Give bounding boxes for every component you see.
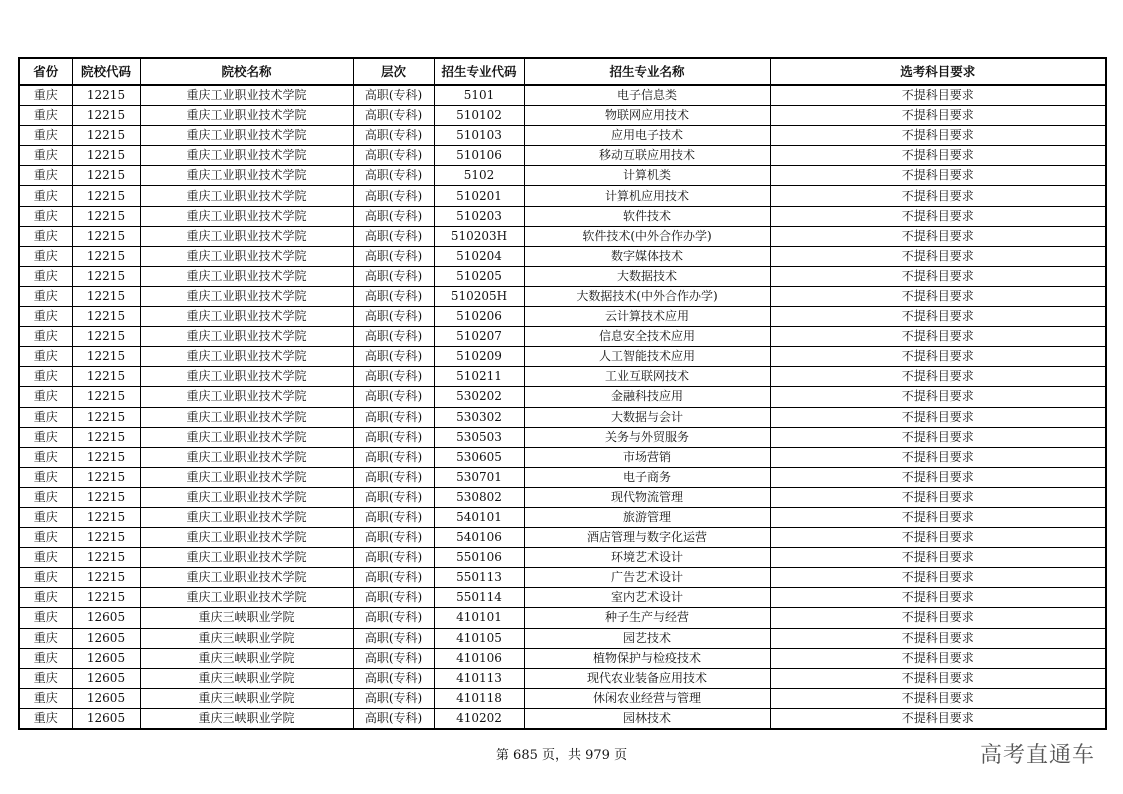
cell-major-name: 人工智能技术应用 [524, 347, 770, 367]
cell-province: 重庆 [19, 146, 72, 166]
cell-major-name: 计算机类 [524, 166, 770, 186]
cell-level: 高职(专科) [353, 628, 434, 648]
cell-province: 重庆 [19, 668, 72, 688]
cell-major-code: 550106 [434, 548, 524, 568]
cell-school-name: 重庆工业职业技术学院 [140, 467, 353, 487]
cell-school-code: 12215 [72, 467, 140, 487]
cell-province: 重庆 [19, 568, 72, 588]
cell-school-code: 12215 [72, 206, 140, 226]
table-row [19, 146, 1106, 166]
cell-province: 重庆 [19, 327, 72, 347]
cell-major-code: 5102 [434, 166, 524, 186]
cell-major-name: 应用电子技术 [524, 126, 770, 146]
cell-school-name: 重庆三峡职业学院 [140, 608, 353, 628]
cell-major-name: 植物保护与检疫技术 [524, 648, 770, 668]
cell-level: 高职(专科) [353, 608, 434, 628]
cell-level: 高职(专科) [353, 106, 434, 126]
table-row [19, 266, 1106, 286]
cell-school-code: 12215 [72, 487, 140, 507]
cell-province: 重庆 [19, 206, 72, 226]
table-row [19, 507, 1106, 527]
cell-subject-requirement: 不提科目要求 [770, 467, 1106, 487]
cell-major-code: 510209 [434, 347, 524, 367]
page-number: 第 685 页，共 979 页 [495, 748, 628, 763]
cell-school-name: 重庆工业职业技术学院 [140, 186, 353, 206]
header-major-name: 招生专业名称 [524, 58, 770, 85]
cell-province: 重庆 [19, 226, 72, 246]
cell-subject-requirement: 不提科目要求 [770, 286, 1106, 306]
cell-province: 重庆 [19, 588, 72, 608]
cell-school-code: 12605 [72, 708, 140, 729]
cell-major-name: 园林技术 [524, 708, 770, 729]
cell-level: 高职(专科) [353, 668, 434, 688]
cell-major-code: 510205 [434, 266, 524, 286]
cell-major-name: 软件技术 [524, 206, 770, 226]
cell-school-name: 重庆工业职业技术学院 [140, 568, 353, 588]
table-row [19, 608, 1106, 628]
cell-province: 重庆 [19, 548, 72, 568]
cell-subject-requirement: 不提科目要求 [770, 367, 1106, 387]
cell-subject-requirement: 不提科目要求 [770, 126, 1106, 146]
table-row [19, 648, 1106, 668]
table-row [19, 226, 1106, 246]
cell-school-code: 12215 [72, 307, 140, 327]
cell-school-name: 重庆工业职业技术学院 [140, 146, 353, 166]
cell-major-code: 530302 [434, 407, 524, 427]
cell-province: 重庆 [19, 528, 72, 548]
cell-major-name: 现代物流管理 [524, 487, 770, 507]
cell-school-name: 重庆三峡职业学院 [140, 628, 353, 648]
cell-province: 重庆 [19, 487, 72, 507]
cell-major-name: 信息安全技术应用 [524, 327, 770, 347]
cell-school-code: 12215 [72, 266, 140, 286]
cell-subject-requirement: 不提科目要求 [770, 668, 1106, 688]
cell-school-code: 12215 [72, 407, 140, 427]
cell-school-code: 12215 [72, 327, 140, 347]
cell-province: 重庆 [19, 126, 72, 146]
cell-major-name: 工业互联网技术 [524, 367, 770, 387]
cell-school-code: 12215 [72, 85, 140, 106]
cell-school-name: 重庆工业职业技术学院 [140, 528, 353, 548]
cell-school-name: 重庆工业职业技术学院 [140, 447, 353, 467]
cell-major-code: 530701 [434, 467, 524, 487]
cell-major-code: 510203 [434, 206, 524, 226]
cell-major-code: 510203H [434, 226, 524, 246]
cell-school-name: 重庆工业职业技术学院 [140, 347, 353, 367]
cell-level: 高职(专科) [353, 648, 434, 668]
cell-level: 高职(专科) [353, 367, 434, 387]
cell-level: 高职(专科) [353, 588, 434, 608]
cell-major-code: 410113 [434, 668, 524, 688]
cell-province: 重庆 [19, 266, 72, 286]
cell-province: 重庆 [19, 688, 72, 708]
cell-subject-requirement: 不提科目要求 [770, 146, 1106, 166]
cell-province: 重庆 [19, 467, 72, 487]
cell-school-name: 重庆工业职业技术学院 [140, 286, 353, 306]
cell-subject-requirement: 不提科目要求 [770, 327, 1106, 347]
table-row [19, 568, 1106, 588]
cell-major-name: 电子商务 [524, 467, 770, 487]
cell-major-code: 510207 [434, 327, 524, 347]
cell-subject-requirement: 不提科目要求 [770, 166, 1106, 186]
cell-level: 高职(专科) [353, 548, 434, 568]
cell-school-code: 12215 [72, 166, 140, 186]
table-row [19, 106, 1106, 126]
cell-subject-requirement: 不提科目要求 [770, 387, 1106, 407]
cell-major-name: 市场营销 [524, 447, 770, 467]
cell-major-code: 410118 [434, 688, 524, 708]
cell-province: 重庆 [19, 367, 72, 387]
cell-province: 重庆 [19, 387, 72, 407]
cell-subject-requirement: 不提科目要求 [770, 106, 1106, 126]
cell-major-code: 5101 [434, 85, 524, 106]
cell-subject-requirement: 不提科目要求 [770, 226, 1106, 246]
cell-school-name: 重庆工业职业技术学院 [140, 206, 353, 226]
cell-subject-requirement: 不提科目要求 [770, 648, 1106, 668]
table-row [19, 487, 1106, 507]
cell-major-name: 云计算技术应用 [524, 307, 770, 327]
cell-province: 重庆 [19, 447, 72, 467]
cell-school-name: 重庆工业职业技术学院 [140, 367, 353, 387]
cell-major-code: 410105 [434, 628, 524, 648]
cell-major-code: 530605 [434, 447, 524, 467]
cell-province: 重庆 [19, 166, 72, 186]
cell-school-name: 重庆三峡职业学院 [140, 648, 353, 668]
cell-school-code: 12215 [72, 427, 140, 447]
cell-major-name: 金融科技应用 [524, 387, 770, 407]
cell-school-name: 重庆工业职业技术学院 [140, 588, 353, 608]
cell-major-code: 410101 [434, 608, 524, 628]
table-header-row [19, 58, 1106, 85]
table-row [19, 588, 1106, 608]
cell-subject-requirement: 不提科目要求 [770, 246, 1106, 266]
cell-school-code: 12215 [72, 106, 140, 126]
table-body [19, 85, 1106, 729]
table-row [19, 206, 1106, 226]
cell-province: 重庆 [19, 648, 72, 668]
cell-school-code: 12215 [72, 568, 140, 588]
cell-school-code: 12605 [72, 608, 140, 628]
table-row [19, 85, 1106, 106]
cell-level: 高职(专科) [353, 708, 434, 729]
cell-school-name: 重庆工业职业技术学院 [140, 407, 353, 427]
cell-subject-requirement: 不提科目要求 [770, 688, 1106, 708]
cell-level: 高职(专科) [353, 327, 434, 347]
table-row [19, 708, 1106, 729]
table-row [19, 166, 1106, 186]
table-row [19, 528, 1106, 548]
cell-major-name: 酒店管理与数字化运营 [524, 528, 770, 548]
table-row [19, 347, 1106, 367]
cell-province: 重庆 [19, 427, 72, 447]
cell-major-name: 大数据技术(中外合作办学) [524, 286, 770, 306]
cell-level: 高职(专科) [353, 347, 434, 367]
cell-major-name: 现代农业装备应用技术 [524, 668, 770, 688]
cell-subject-requirement: 不提科目要求 [770, 427, 1106, 447]
cell-major-code: 550113 [434, 568, 524, 588]
table-row [19, 467, 1106, 487]
cell-major-code: 530802 [434, 487, 524, 507]
cell-subject-requirement: 不提科目要求 [770, 528, 1106, 548]
table-row [19, 307, 1106, 327]
cell-major-name: 移动互联应用技术 [524, 146, 770, 166]
cell-major-name: 大数据与会计 [524, 407, 770, 427]
cell-subject-requirement: 不提科目要求 [770, 347, 1106, 367]
cell-major-name: 园艺技术 [524, 628, 770, 648]
cell-province: 重庆 [19, 246, 72, 266]
cell-school-code: 12215 [72, 226, 140, 246]
cell-school-name: 重庆工业职业技术学院 [140, 327, 353, 347]
cell-subject-requirement: 不提科目要求 [770, 548, 1106, 568]
cell-province: 重庆 [19, 407, 72, 427]
cell-level: 高职(专科) [353, 246, 434, 266]
cell-level: 高职(专科) [353, 266, 434, 286]
cell-level: 高职(专科) [353, 427, 434, 447]
cell-level: 高职(专科) [353, 85, 434, 106]
table-row [19, 548, 1106, 568]
table-row [19, 126, 1106, 146]
cell-major-code: 530202 [434, 387, 524, 407]
cell-school-code: 12215 [72, 387, 140, 407]
cell-level: 高职(专科) [353, 568, 434, 588]
cell-major-name: 计算机应用技术 [524, 186, 770, 206]
cell-subject-requirement: 不提科目要求 [770, 708, 1106, 729]
cell-major-code: 410202 [434, 708, 524, 729]
table-row [19, 447, 1106, 467]
cell-major-code: 510106 [434, 146, 524, 166]
cell-level: 高职(专科) [353, 507, 434, 527]
header-school-name: 院校名称 [140, 58, 353, 85]
cell-subject-requirement: 不提科目要求 [770, 266, 1106, 286]
cell-major-code: 510204 [434, 246, 524, 266]
header-level: 层次 [353, 58, 434, 85]
cell-school-code: 12215 [72, 447, 140, 467]
cell-level: 高职(专科) [353, 286, 434, 306]
cell-school-name: 重庆工业职业技术学院 [140, 427, 353, 447]
cell-major-name: 休闲农业经营与管理 [524, 688, 770, 708]
cell-major-code: 510206 [434, 307, 524, 327]
cell-level: 高职(专科) [353, 186, 434, 206]
cell-school-code: 12605 [72, 668, 140, 688]
cell-major-code: 510211 [434, 367, 524, 387]
cell-province: 重庆 [19, 628, 72, 648]
cell-major-code: 530503 [434, 427, 524, 447]
cell-level: 高职(专科) [353, 688, 434, 708]
cell-level: 高职(专科) [353, 407, 434, 427]
cell-subject-requirement: 不提科目要求 [770, 507, 1106, 527]
cell-major-code: 510103 [434, 126, 524, 146]
cell-school-name: 重庆工业职业技术学院 [140, 85, 353, 106]
cell-province: 重庆 [19, 608, 72, 628]
cell-school-code: 12215 [72, 146, 140, 166]
cell-province: 重庆 [19, 106, 72, 126]
cell-subject-requirement: 不提科目要求 [770, 568, 1106, 588]
cell-major-code: 410106 [434, 648, 524, 668]
table-row [19, 286, 1106, 306]
table-row [19, 367, 1106, 387]
cell-major-name: 软件技术(中外合作办学) [524, 226, 770, 246]
table-row [19, 387, 1106, 407]
cell-level: 高职(专科) [353, 226, 434, 246]
table-row [19, 668, 1106, 688]
table-row [19, 407, 1106, 427]
cell-school-code: 12215 [72, 246, 140, 266]
cell-school-name: 重庆工业职业技术学院 [140, 106, 353, 126]
cell-subject-requirement: 不提科目要求 [770, 407, 1106, 427]
cell-school-code: 12215 [72, 286, 140, 306]
cell-major-name: 室内艺术设计 [524, 588, 770, 608]
cell-school-name: 重庆工业职业技术学院 [140, 507, 353, 527]
table-row [19, 628, 1106, 648]
cell-level: 高职(专科) [353, 487, 434, 507]
cell-school-name: 重庆三峡职业学院 [140, 668, 353, 688]
cell-school-name: 重庆工业职业技术学院 [140, 266, 353, 286]
cell-province: 重庆 [19, 85, 72, 106]
cell-major-name: 关务与外贸服务 [524, 427, 770, 447]
cell-school-code: 12215 [72, 367, 140, 387]
cell-level: 高职(专科) [353, 387, 434, 407]
cell-subject-requirement: 不提科目要求 [770, 588, 1106, 608]
cell-subject-requirement: 不提科目要求 [770, 628, 1106, 648]
cell-province: 重庆 [19, 286, 72, 306]
cell-school-code: 12215 [72, 588, 140, 608]
cell-major-name: 环境艺术设计 [524, 548, 770, 568]
cell-school-name: 重庆三峡职业学院 [140, 688, 353, 708]
cell-major-code: 510201 [434, 186, 524, 206]
cell-school-name: 重庆工业职业技术学院 [140, 487, 353, 507]
table-row [19, 186, 1106, 206]
cell-subject-requirement: 不提科目要求 [770, 487, 1106, 507]
cell-level: 高职(专科) [353, 166, 434, 186]
cell-school-code: 12605 [72, 688, 140, 708]
cell-school-code: 12215 [72, 347, 140, 367]
cell-school-name: 重庆工业职业技术学院 [140, 307, 353, 327]
cell-level: 高职(专科) [353, 146, 434, 166]
table-row [19, 246, 1106, 266]
cell-school-name: 重庆工业职业技术学院 [140, 387, 353, 407]
header-province: 省份 [19, 58, 72, 85]
cell-level: 高职(专科) [353, 447, 434, 467]
cell-school-name: 重庆三峡职业学院 [140, 708, 353, 729]
cell-subject-requirement: 不提科目要求 [770, 447, 1106, 467]
cell-major-code: 540101 [434, 507, 524, 527]
cell-subject-requirement: 不提科目要求 [770, 307, 1106, 327]
cell-major-code: 540106 [434, 528, 524, 548]
watermark-logo-text: 高考直通车 [979, 743, 1095, 768]
cell-level: 高职(专科) [353, 467, 434, 487]
admission-table [18, 57, 1107, 730]
cell-major-name: 广告艺术设计 [524, 568, 770, 588]
cell-level: 高职(专科) [353, 206, 434, 226]
cell-major-name: 电子信息类 [524, 85, 770, 106]
cell-subject-requirement: 不提科目要求 [770, 85, 1106, 106]
cell-school-code: 12215 [72, 186, 140, 206]
cell-school-code: 12215 [72, 126, 140, 146]
cell-subject-requirement: 不提科目要求 [770, 206, 1106, 226]
header-subject-requirement: 选考科目要求 [770, 58, 1106, 85]
cell-major-name: 种子生产与经营 [524, 608, 770, 628]
cell-level: 高职(专科) [353, 307, 434, 327]
cell-school-code: 12605 [72, 648, 140, 668]
cell-level: 高职(专科) [353, 528, 434, 548]
cell-major-name: 数字媒体技术 [524, 246, 770, 266]
cell-school-name: 重庆工业职业技术学院 [140, 166, 353, 186]
cell-province: 重庆 [19, 708, 72, 729]
cell-major-code: 510102 [434, 106, 524, 126]
cell-province: 重庆 [19, 347, 72, 367]
table-row [19, 327, 1106, 347]
header-major-code: 招生专业代码 [434, 58, 524, 85]
cell-major-code: 550114 [434, 588, 524, 608]
cell-school-code: 12215 [72, 528, 140, 548]
cell-major-name: 旅游管理 [524, 507, 770, 527]
cell-subject-requirement: 不提科目要求 [770, 186, 1106, 206]
header-school-code: 院校代码 [72, 58, 140, 85]
cell-major-name: 物联网应用技术 [524, 106, 770, 126]
cell-school-code: 12215 [72, 507, 140, 527]
cell-school-code: 12215 [72, 548, 140, 568]
table-row [19, 688, 1106, 708]
table-row [19, 427, 1106, 447]
cell-school-name: 重庆工业职业技术学院 [140, 548, 353, 568]
cell-school-code: 12605 [72, 628, 140, 648]
cell-subject-requirement: 不提科目要求 [770, 608, 1106, 628]
cell-school-name: 重庆工业职业技术学院 [140, 226, 353, 246]
cell-major-name: 大数据技术 [524, 266, 770, 286]
cell-province: 重庆 [19, 507, 72, 527]
cell-school-name: 重庆工业职业技术学院 [140, 126, 353, 146]
cell-province: 重庆 [19, 186, 72, 206]
cell-major-code: 510205H [434, 286, 524, 306]
cell-province: 重庆 [19, 307, 72, 327]
cell-school-name: 重庆工业职业技术学院 [140, 246, 353, 266]
cell-level: 高职(专科) [353, 126, 434, 146]
